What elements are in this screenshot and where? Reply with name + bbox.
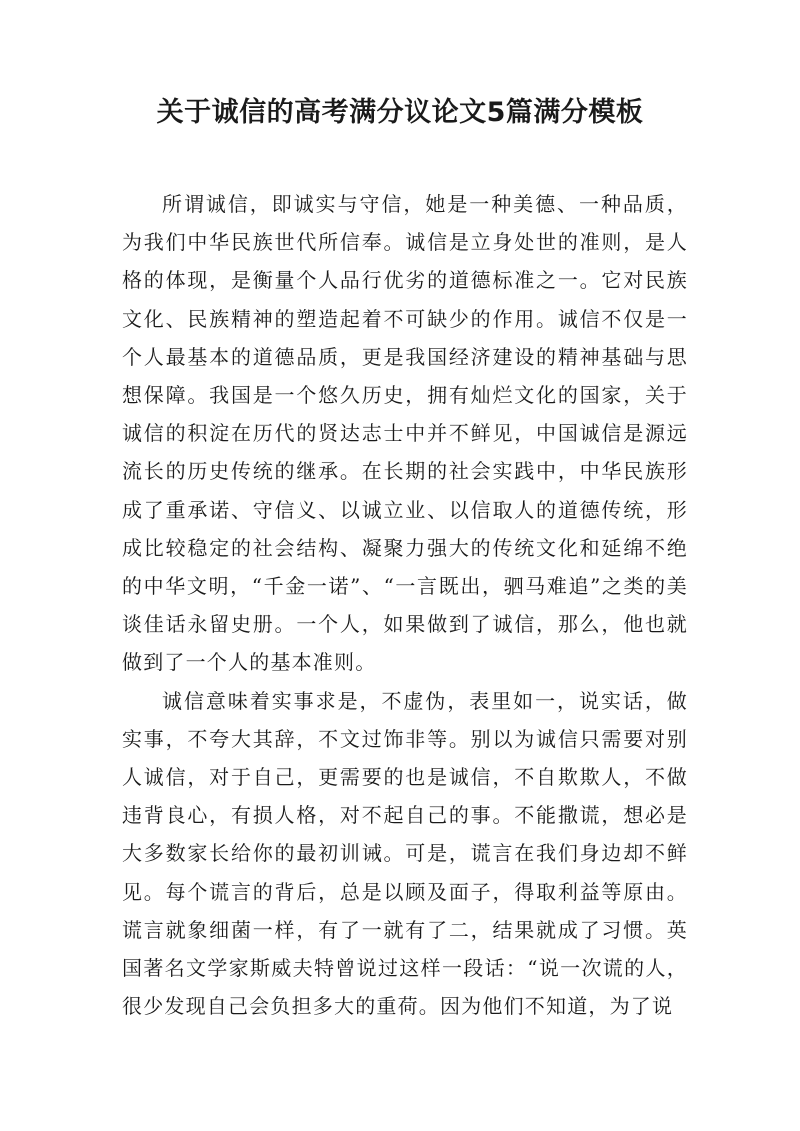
document-body [122,185,688,1025]
body-paragraph-1: 所谓诚信，即诚实与守信，她是一种美德、一种品质，为我们中华民族世代所信奉。诚信是立身处世的准则，是人格的体现，是衡量个人品行优劣的道德标准之一。它对民族文化、民族精神的塑造起着不可缺少的作用。诚信不仅是一个人最基本的道德品质，更是我国经济建设的精神基础与思想保障。我国是一个悠久历史，拥有灿烂文化的国家，关于诚信的积淀在历代的贤达志士中并不鲜见，中国诚信是源远流长的历史传统的继承。在长期的社会实践中，中华民族形成了重承诺、守信义、以诚立业、以信取人的道德传统，形成比较稳定的社会结构、凝聚力强大的传统文化和延绵不绝的中华文明，“千金一诺”、“一言既出，驷马难追”之类的美谈佳话永留史册。一个人，如果做到了诚信，那么，他也就做到了一个人的基本准则。 [122,192,688,675]
document-title: 关于诚信的高考满分议论文5篇满分模板 [156,97,644,128]
body-paragraph-2: 诚信意味着实事求是，不虚伪，表里如一，说实话，做实事，不夸大其辞，不文过饰非等。别以为诚信只需要对别人诚信，对于自己，更需要的也是诚信，不自欺欺人，不做违背良心，有损人格，对不起自己的事。不能撒谎，想必是大多数家长给你的最初训诫。可是，谎言在我们身边却不鲜见。每个谎言的背后，总是以顾及面子，得取利益等原由。谎言就象细菌一样，有了一就有了二，结果就成了习惯。英国著名文学家斯威夫特曾说过这样一段话：“说一次谎的人，很少发现自己会负担多大的重荷。因为他们不知道，为了说 [122,688,688,1019]
